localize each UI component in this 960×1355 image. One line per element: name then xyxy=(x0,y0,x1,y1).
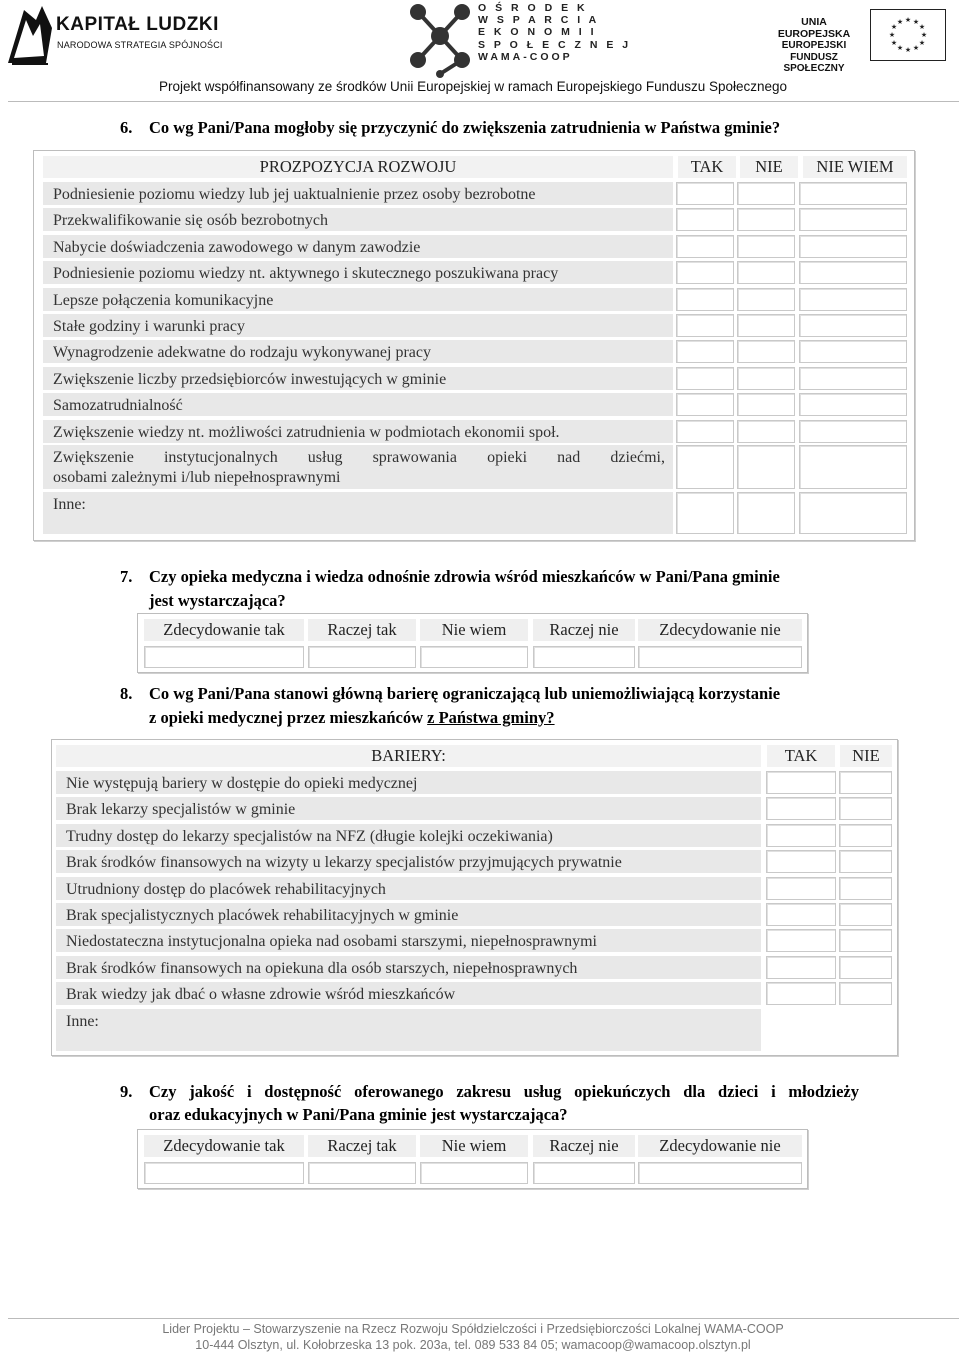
q9-option-label: Raczej tak xyxy=(308,1135,416,1157)
q7-option-label: Zdecydowanie nie xyxy=(638,619,802,641)
q8-yes-checkbox[interactable] xyxy=(766,956,836,979)
svg-text:★: ★ xyxy=(918,23,926,31)
svg-text:★: ★ xyxy=(918,39,926,47)
q8-no-checkbox[interactable] xyxy=(839,903,892,926)
q6-yes-checkbox[interactable] xyxy=(676,420,734,443)
q6-header-proposal: PROZPOZYCJA ROZWOJU xyxy=(43,156,673,178)
q7-option-checkbox[interactable] xyxy=(533,646,635,668)
question-text: Czy opieka medyczna i wiedza odnośnie zdrowia wśród mieszkańców w Pani/Pana gminie xyxy=(149,567,780,586)
q6-no-checkbox[interactable] xyxy=(737,367,795,390)
svg-text:★: ★ xyxy=(920,31,928,39)
q8-table xyxy=(51,739,898,1056)
q8-row-label xyxy=(56,903,761,926)
q6-row-label xyxy=(43,367,673,390)
q6-other-label: Inne: xyxy=(53,496,86,513)
q8-no-checkbox[interactable] xyxy=(839,824,892,847)
footer-divider xyxy=(8,1318,959,1319)
owes-logo-text xyxy=(478,2,631,63)
q7-option-checkbox[interactable] xyxy=(638,646,802,668)
q6-yes-checkbox[interactable] xyxy=(676,445,734,489)
q6-row-label xyxy=(43,340,673,363)
q6-dont-know-checkbox[interactable] xyxy=(799,367,907,390)
q6-other-field[interactable] xyxy=(43,492,673,534)
question-number: 8. xyxy=(120,684,133,703)
q6-header-dont-know: NIE WIEM xyxy=(803,156,907,178)
q6-row-text: Zwiększenie liczby przedsiębiorców inwestujących w gminie xyxy=(53,370,447,388)
q6-row-text: Lepsze połączenia komunikacyjne xyxy=(53,291,274,309)
q6-no-checkbox[interactable] xyxy=(737,492,795,534)
svg-text:★: ★ xyxy=(904,16,912,24)
q6-dont-know-checkbox[interactable] xyxy=(799,445,907,489)
svg-text:★: ★ xyxy=(890,23,898,31)
q6-no-checkbox[interactable] xyxy=(737,445,795,489)
footer-line-address: 10-444 Olsztyn, ul. Kołobrzeska 13 pok. 203a, tel. 089 533 84 05; wamacoop@wamacoop.olsztyn.pl xyxy=(195,1338,751,1352)
q6-yes-checkbox[interactable] xyxy=(676,182,734,205)
question-8 xyxy=(120,682,880,730)
q8-header-no: NIE xyxy=(840,745,892,767)
owes-line: W S P A R C I A xyxy=(478,14,600,27)
q6-row-text: osobami zależnymi i/lub niepełnosprawnymi xyxy=(53,469,341,486)
q9-option-label: Zdecydowanie tak xyxy=(144,1135,304,1157)
q6-yes-checkbox[interactable] xyxy=(676,393,734,416)
q6-header-yes: TAK xyxy=(678,156,736,178)
q6-yes-checkbox[interactable] xyxy=(676,314,734,337)
q7-scale-table xyxy=(137,613,808,673)
q6-row-text: Stałe godziny i warunki pracy xyxy=(53,318,245,335)
question-text: Co wg Pani/Pana mogłoby się przyczynić do zwiększenia zatrudnienia w Państwa gminie? xyxy=(149,118,781,137)
q8-header-yes: TAK xyxy=(767,745,835,767)
q9-scale-table xyxy=(137,1129,808,1189)
q8-row-text: Brak lekarzy specjalistów w gminie xyxy=(66,801,296,819)
q6-row-text: Zwiększenie instytucjonalnych usług sprawowania opieki nad dziećmi, xyxy=(53,449,665,466)
q7-option-checkbox[interactable] xyxy=(144,646,304,668)
q7-option-label: Raczej tak xyxy=(308,619,416,641)
q9-option-label: Raczej nie xyxy=(533,1135,635,1157)
eu-line: FUNDUSZ SPOŁECZNY xyxy=(783,51,845,74)
q8-yes-checkbox[interactable] xyxy=(766,771,836,794)
owes-line: O Ś R O D E K xyxy=(478,2,588,14)
q8-row-text: Utrudniony dostęp do placówek rehabilitacyjnych xyxy=(66,880,386,898)
q8-row-label xyxy=(56,797,761,820)
q8-row-text: Nie występują bariery w dostępie do opieki medycznej xyxy=(66,775,418,792)
svg-text:★: ★ xyxy=(904,46,912,54)
q7-option-label: Nie wiem xyxy=(420,619,528,641)
q6-no-checkbox[interactable] xyxy=(737,261,795,284)
q8-no-checkbox[interactable] xyxy=(839,797,892,820)
q8-row-label xyxy=(56,771,761,794)
q6-row-text: Samozatrudnialność xyxy=(53,397,183,415)
q8-no-checkbox[interactable] xyxy=(839,850,892,873)
q8-yes-checkbox[interactable] xyxy=(766,850,836,873)
q8-no-checkbox[interactable] xyxy=(839,771,892,794)
q8-row-label xyxy=(56,956,761,979)
kapital-ludzki-subtitle: NARODOWA STRATEGIA SPÓJNOŚCI xyxy=(57,40,223,50)
q7-option-label: Zdecydowanie tak xyxy=(144,619,304,641)
q8-row-label xyxy=(56,982,761,1005)
q6-yes-checkbox[interactable] xyxy=(676,288,734,311)
question-6 xyxy=(120,116,880,140)
q6-no-checkbox[interactable] xyxy=(737,420,795,443)
q6-no-checkbox[interactable] xyxy=(737,208,795,231)
question-7 xyxy=(120,565,880,613)
q8-no-checkbox[interactable] xyxy=(839,956,892,979)
footer-line-leader: Lider Projektu – Stowarzyszenie na Rzecz Rozwoju Spółdzielczości i Przedsiębiorczości Lokalnej WAMA-COOP xyxy=(162,1322,784,1336)
q8-row-label xyxy=(56,929,761,952)
svg-text:★: ★ xyxy=(896,44,904,52)
q9-option-label: Nie wiem xyxy=(420,1135,528,1157)
q6-row-label xyxy=(43,420,673,443)
owes-line: E K O N O M I I xyxy=(478,26,597,39)
q6-row-label xyxy=(43,288,673,311)
page-header xyxy=(0,0,960,104)
eu-line: EUROPEJSKI xyxy=(781,40,847,51)
q6-yes-checkbox[interactable] xyxy=(676,492,734,534)
question-text: Co wg Pani/Pana stanowi główną barierę ograniczającą lub uniemożliwiającą korzystanie xyxy=(149,684,781,703)
q6-row-label xyxy=(43,208,673,231)
q8-yes-checkbox[interactable] xyxy=(766,824,836,847)
owes-line: WAMA-COOP xyxy=(478,50,573,63)
svg-text:★: ★ xyxy=(890,39,898,47)
q8-header-barriers: BARIERY: xyxy=(56,745,761,767)
question-text: Czy jakość i dostępność oferowanego zakresu usług opiekuńczych dla dzieci i młodzieży xyxy=(149,1082,859,1101)
question-text: jest wystarczająca? xyxy=(149,591,286,610)
q6-no-checkbox[interactable] xyxy=(737,393,795,416)
q6-row-label xyxy=(43,314,673,337)
question-text: oraz edukacyjnych w Pani/Pana gminie jest wystarczająca? xyxy=(149,1105,568,1124)
q6-no-checkbox[interactable] xyxy=(737,288,795,311)
question-text-part: z opieki medycznej przez mieszkańców xyxy=(149,708,428,727)
q6-row-text: Zwiększenie wiedzy nt. możliwości zatrudnienia w podmiotach ekonomii społ. xyxy=(53,423,560,441)
q6-yes-checkbox[interactable] xyxy=(676,261,734,284)
q8-no-checkbox[interactable] xyxy=(839,929,892,952)
question-number: 6. xyxy=(120,118,133,137)
q6-no-checkbox[interactable] xyxy=(737,314,795,337)
q6-dont-know-checkbox[interactable] xyxy=(799,492,907,534)
q8-row-text: Brak specjalistycznych placówek rehabilitacyjnych w gminie xyxy=(66,907,459,924)
q8-yes-checkbox[interactable] xyxy=(766,929,836,952)
svg-text:★: ★ xyxy=(912,18,920,26)
q8-row-label xyxy=(56,850,761,873)
q6-dont-know-checkbox[interactable] xyxy=(799,235,907,258)
q8-row-label xyxy=(56,824,761,847)
question-text-underlined: z Państwa gminy? xyxy=(427,708,555,727)
q6-row-text: Nabycie doświadczenia zawodowego w danym zawodzie xyxy=(53,238,421,256)
svg-text:★: ★ xyxy=(912,44,920,52)
q6-dont-know-checkbox[interactable] xyxy=(799,261,907,284)
eu-line: UNIA EUROPEJSKA xyxy=(777,16,851,40)
q6-yes-checkbox[interactable] xyxy=(676,235,734,258)
q6-no-checkbox[interactable] xyxy=(737,340,795,363)
svg-text:★: ★ xyxy=(896,18,904,26)
q8-yes-checkbox[interactable] xyxy=(766,797,836,820)
q6-row-text: Podniesienie poziomu wiedzy nt. aktywnego i skutecznego poszukiwana pracy xyxy=(53,265,559,283)
kapital-ludzki-title: KAPITAŁ LUDZKI xyxy=(56,14,219,35)
q6-row-label xyxy=(43,182,673,205)
question-9 xyxy=(120,1080,880,1128)
q6-dont-know-checkbox[interactable] xyxy=(799,208,907,231)
q7-option-label: Raczej nie xyxy=(533,619,635,641)
question-text xyxy=(149,706,555,729)
q7-option-checkbox[interactable] xyxy=(420,646,528,668)
q8-other-field[interactable] xyxy=(56,1009,761,1051)
q8-no-checkbox[interactable] xyxy=(839,877,892,900)
q9-option-checkbox[interactable] xyxy=(308,1162,416,1184)
q8-yes-checkbox[interactable] xyxy=(766,877,836,900)
owes-line: S P O Ł E C Z N E J xyxy=(478,38,632,51)
q6-no-checkbox[interactable] xyxy=(737,182,795,205)
q6-dont-know-checkbox[interactable] xyxy=(799,182,907,205)
q6-dont-know-checkbox[interactable] xyxy=(799,340,907,363)
q6-dont-know-checkbox[interactable] xyxy=(799,314,907,337)
header-divider xyxy=(8,101,959,102)
q6-table xyxy=(33,150,915,541)
q6-row-text: Wynagrodzenie adekwatne do rodzaju wykonywanej pracy xyxy=(53,344,431,362)
q8-other-label: Inne: xyxy=(66,1013,99,1030)
q6-header-no: NIE xyxy=(740,156,798,178)
q6-row-label xyxy=(43,445,673,489)
q6-yes-checkbox[interactable] xyxy=(676,367,734,390)
q6-row-text: Podniesienie poziomu wiedzy lub jej uaktualnienie przez osoby bezrobotne xyxy=(53,186,536,203)
q8-row-text: Trudny dostęp do lekarzy specjalistów na NFZ (długie kolejki oczekiwania) xyxy=(66,827,553,845)
q6-row-label xyxy=(43,261,673,284)
q9-option-checkbox[interactable] xyxy=(533,1162,635,1184)
q8-no-checkbox[interactable] xyxy=(839,982,892,1005)
q6-yes-checkbox[interactable] xyxy=(676,340,734,363)
q6-dont-know-checkbox[interactable] xyxy=(799,288,907,311)
q8-yes-checkbox[interactable] xyxy=(766,903,836,926)
q8-yes-checkbox[interactable] xyxy=(766,982,836,1005)
q8-row-text: Brak środków finansowych na wizyty u lekarzy specjalistów przyjmujących prywatnie xyxy=(66,854,622,872)
project-cofinancing-line: Projekt współfinansowany ze środków Unii Europejskiej w ramach Europejskiego Funduszu Społecznego xyxy=(158,79,788,94)
question-number: 9. xyxy=(120,1082,133,1101)
q8-row-text: Brak wiedzy jak dbać o własne zdrowie wśród mieszkańców xyxy=(66,986,456,1004)
q8-row-text: Brak środków finansowych na opiekuna dla osób starszych, niepełnosprawnych xyxy=(66,959,578,977)
q6-row-label xyxy=(43,393,673,416)
q6-dont-know-checkbox[interactable] xyxy=(799,393,907,416)
svg-text:★: ★ xyxy=(888,31,896,39)
q6-row-label xyxy=(43,235,673,258)
q9-option-checkbox[interactable] xyxy=(144,1162,304,1184)
q8-row-text: Niedostateczna instytucjonalna opieka nad osobami starszymi, niepełnosprawnymi xyxy=(66,933,597,951)
q6-no-checkbox[interactable] xyxy=(737,235,795,258)
q6-row-text: Przekwalifikowanie się osób bezrobotnych xyxy=(53,212,329,230)
q9-option-label: Zdecydowanie nie xyxy=(638,1135,802,1157)
question-number: 7. xyxy=(120,567,133,586)
q8-row-label xyxy=(56,877,761,900)
q6-dont-know-checkbox[interactable] xyxy=(799,420,907,443)
eu-fund-text xyxy=(766,17,862,75)
q6-yes-checkbox[interactable] xyxy=(676,208,734,231)
q9-option-checkbox[interactable] xyxy=(638,1162,802,1184)
q9-option-checkbox[interactable] xyxy=(420,1162,528,1184)
q7-option-checkbox[interactable] xyxy=(308,646,416,668)
eu-flag-icon xyxy=(870,9,946,61)
